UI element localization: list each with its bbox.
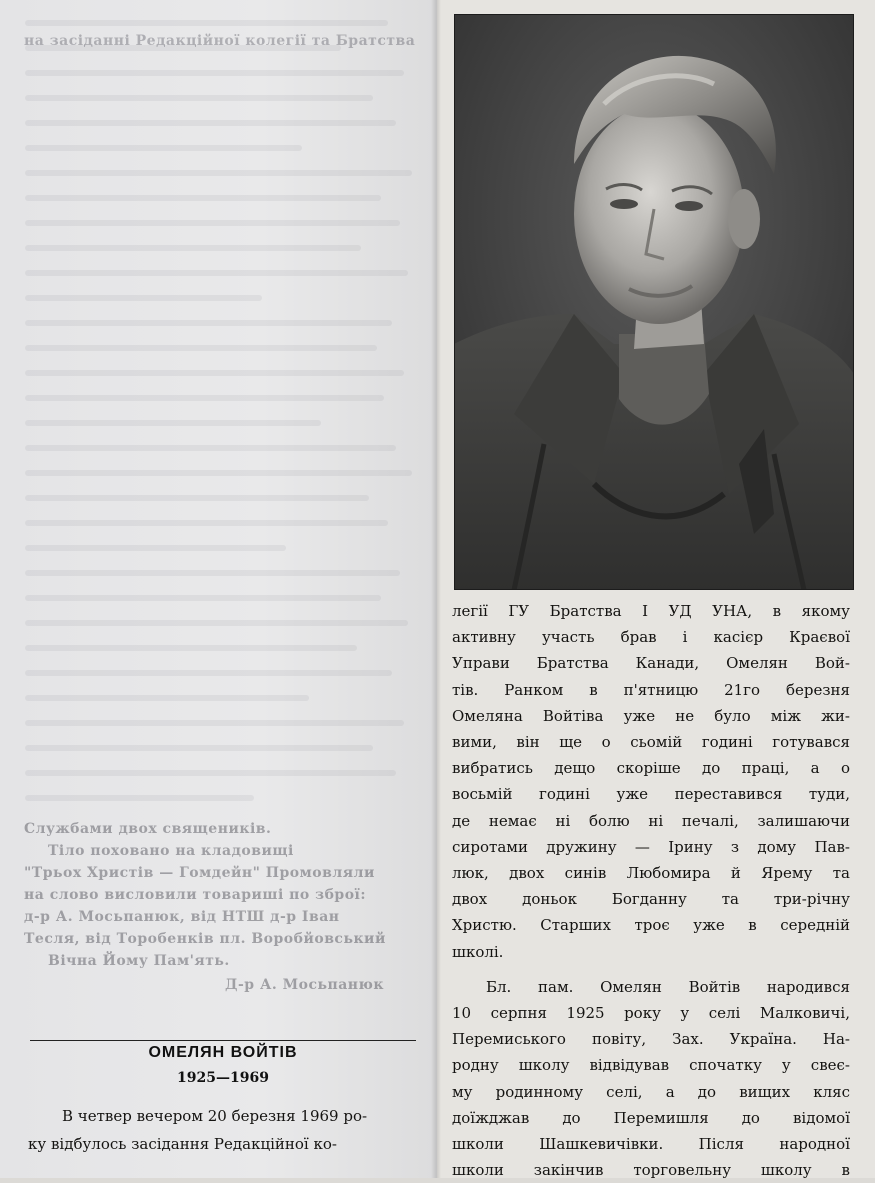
text-line: активну участь брав і касієр Краєвої bbox=[452, 628, 850, 647]
left-page bbox=[0, 0, 437, 1178]
faint-line: на слово висловили товариші по зброї: bbox=[24, 887, 367, 903]
text-line: школі. bbox=[452, 942, 504, 961]
text-line: школи Шашкевичівки. Після народної bbox=[452, 1135, 850, 1154]
text-line: родну школу відвідував спочатку у свеє- bbox=[452, 1056, 850, 1075]
faint-line: Тесля, від Торобенків пл. Воробйовський bbox=[24, 931, 386, 947]
text-line: 10 серпня 1925 року у селі Малковичі, bbox=[452, 1004, 850, 1023]
section-divider bbox=[30, 1040, 416, 1041]
text-line: вибратись дещо скоріше до праці, а о bbox=[452, 759, 850, 778]
text-line: му родинному селі, а до вищих кляс bbox=[452, 1082, 850, 1101]
faint-line: "Трьох Христів — Гомдейн" Промовляли bbox=[24, 865, 375, 881]
obituary-years: 1925—1969 bbox=[177, 1070, 269, 1086]
text-line: тів. Ранком в п'ятницю 21го березня bbox=[452, 680, 850, 699]
text-line: легії ГУ Братства І УД УНА, в якому bbox=[452, 602, 850, 620]
portrait-photo bbox=[454, 14, 854, 590]
faint-line: Вічна Йому Пам'ять. bbox=[48, 953, 230, 969]
text-line: восьмій годині уже переставився туди, bbox=[452, 785, 850, 804]
text-line: вими, він ще о сьомій годині готувався bbox=[452, 733, 850, 752]
text-line: школи закінчив торговельну школу в bbox=[452, 1161, 850, 1180]
obituary-title: ОМЕЛЯН ВОЙТІВ bbox=[148, 1044, 298, 1061]
text-line: Христю. Старших троє уже в середній bbox=[452, 916, 850, 935]
faint-line: Тіло поховано на кладовищі bbox=[48, 843, 294, 859]
text-line: Перемиського повіту, Зах. Україна. На- bbox=[452, 1030, 850, 1049]
faint-signature: Д-р А. Мосьпанюк bbox=[225, 977, 384, 993]
faint-top-line: на засіданні Редакційної колегії та Братства bbox=[24, 33, 416, 49]
bleed-through-text bbox=[25, 20, 420, 820]
text-line: Управи Братства Канади, Омелян Вой- bbox=[452, 654, 850, 673]
faint-line: Службами двох священиків. bbox=[24, 821, 272, 837]
text-line: сиротами дружину — Ірину з дому Пав- bbox=[452, 837, 850, 856]
article-continuation bbox=[452, 598, 850, 1183]
obituary-opening bbox=[28, 1102, 420, 1158]
text-line: де немає ні болю ні печалі, залишаючи bbox=[452, 811, 850, 830]
faint-funeral-paragraph bbox=[24, 818, 424, 996]
text-line: В четвер вечером 20 березня 1969 ро- bbox=[62, 1107, 368, 1125]
text-line: ку відбулось засідання Редакційної ко- bbox=[28, 1135, 337, 1153]
text-line: доїжджав до Перемишля до відомої bbox=[452, 1108, 850, 1127]
text-line: люк, двох синів Любомира й Ярему та bbox=[452, 864, 850, 883]
faint-line: д-р А. Мосьпанюк, від НТШ д-р Іван bbox=[24, 909, 340, 925]
book-spine-shadow bbox=[431, 0, 441, 1178]
text-line: Омеляна Войтіва уже не було між жи- bbox=[452, 706, 850, 725]
text-line: двох доньок Богданну та три-річну bbox=[452, 890, 850, 909]
text-line: Бл. пам. Омелян Войтів народився bbox=[486, 977, 850, 996]
